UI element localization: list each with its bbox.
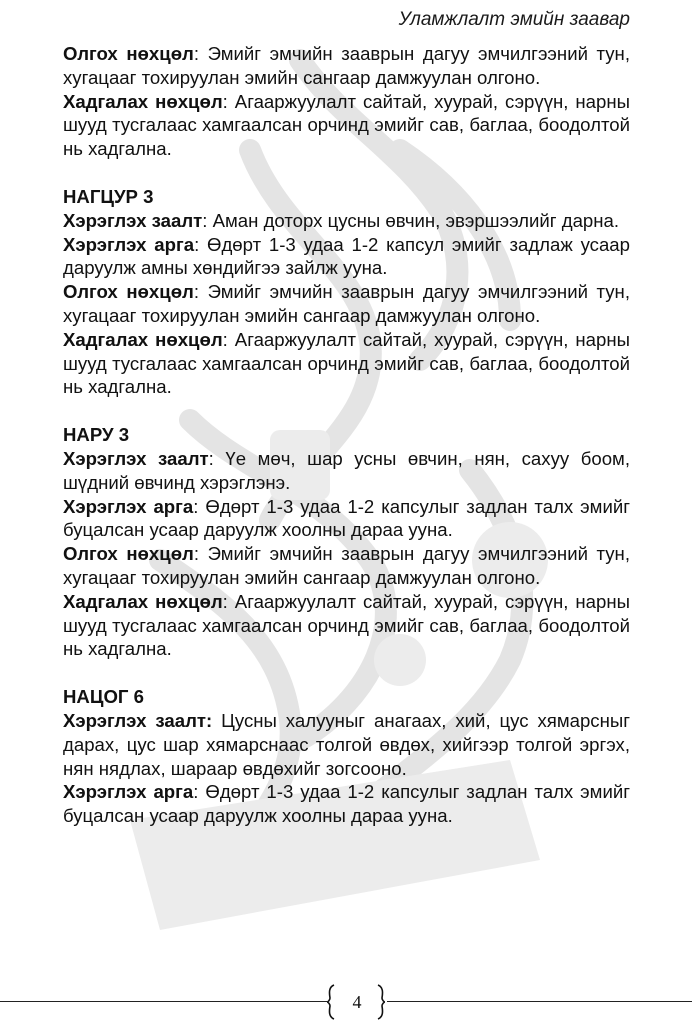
paragraph-label: Хэрэглэх заалт bbox=[63, 447, 209, 469]
page-number: 4 bbox=[352, 992, 362, 1012]
section-title: НАГЦУР 3 bbox=[63, 185, 154, 207]
page-body bbox=[63, 42, 630, 828]
paragraph bbox=[63, 280, 630, 328]
paragraph-label: Хэрэглэх арга bbox=[63, 781, 194, 803]
paragraph-text: : Агааржуулалт сайтай, хуурай, сэрүүн, нарны шууд тусгалаас хамгаалсан орчинд эмийг сав, баглаа, боодолтой нь хадгална. bbox=[63, 590, 630, 660]
paragraph-label: Хэрэглэх арга bbox=[63, 495, 194, 517]
paragraph-text: : Үе мөч, шар усны өвчин, нян, сахуу боом, шүдний өвчинд хэрэглэнэ. bbox=[63, 447, 630, 493]
section-title: НАЦОГ 6 bbox=[63, 686, 144, 708]
paragraph bbox=[63, 709, 630, 780]
paragraph bbox=[63, 542, 630, 590]
page-number-left-bracket bbox=[326, 984, 336, 1020]
paragraph-label: Хэрэглэх заалт: bbox=[63, 709, 213, 731]
paragraph-label: Олгох нөхцөл bbox=[63, 43, 194, 64]
footer-rule-left bbox=[0, 1001, 327, 1002]
paragraph bbox=[63, 209, 630, 233]
paragraph-text: : Өдөрт 1-3 удаа 1-2 капсул эмийг задлаж усаар даруулж амны хөндийгээ зайлж ууна. bbox=[63, 233, 630, 279]
paragraph-label: Хэрэглэх арга bbox=[63, 233, 195, 255]
paragraph bbox=[63, 495, 630, 543]
paragraph-text: : Өдөрт 1-3 удаа 1-2 капсулыг задлан талх эмийг буцалсан усаар даруулж хоолны дараа ууна. bbox=[63, 495, 630, 541]
page-number-right-bracket bbox=[376, 984, 386, 1020]
running-header: Уламжлалт эмийн заавар bbox=[398, 9, 630, 30]
paragraph-label: Хадгалах нөхцөл bbox=[63, 590, 223, 612]
paragraph-label: Хадгалах нөхцөл bbox=[63, 328, 223, 350]
paragraph-text: : Эмийг эмчийн зааврын дагуу эмчилгээний тун, хугацааг тохируулан эмийн сангаар дамжуулан олгоно. bbox=[63, 281, 630, 326]
paragraph bbox=[63, 90, 630, 161]
paragraph bbox=[63, 42, 630, 90]
paragraph-label: Олгох нөхцөл bbox=[63, 281, 194, 303]
section-title: НАРУ 3 bbox=[63, 424, 130, 446]
paragraph-label: Хадгалах нөхцөл bbox=[63, 90, 223, 112]
paragraph bbox=[63, 780, 630, 828]
paragraph-label: Хэрэглэх заалт bbox=[63, 209, 203, 231]
paragraph-text: : Агааржуулалт сайтай, хуурай, сэрүүн, нарны шууд тусгалаас хамгаалсан орчинд эмийг сав, баглаа, боодолтой нь хадгална. bbox=[63, 90, 630, 160]
paragraph bbox=[63, 590, 630, 661]
paragraph-text: : Агааржуулалт сайтай, хуурай, сэрүүн, нарны шууд тусгалаас хамгаалсан орчинд эмийг сав, баглаа, боодолтой нь хадгална. bbox=[63, 328, 630, 398]
paragraph-text: : Өдөрт 1-3 удаа 1-2 капсулыг задлан талх эмийг буцалсан усаар даруулж хоолны дараа ууна. bbox=[63, 781, 630, 827]
paragraph-text: : Эмийг эмчийн зааврын дагуу эмчилгээний тун, хугацааг тохируулан эмийн сангаар дамжуулан олгоно. bbox=[63, 43, 630, 88]
paragraph bbox=[63, 447, 630, 495]
paragraph-text: : Эмийг эмчийн зааврын дагуу эмчилгээний тун, хугацааг тохируулан эмийн сангаар дамжуулан олгоно. bbox=[63, 543, 630, 588]
paragraph-text: Цусны халууныг анагаах, хий, цус хямарсныг дарах, цус шар хямарснаас толгой өвдөх, хийгээр толгой эргэх, нян нядлах, шараар өвдөхийг зогсооно. bbox=[63, 709, 630, 779]
paragraph bbox=[63, 233, 630, 281]
paragraph-text: : Аман доторх цусны өвчин, эвэршээлийг дарна. bbox=[202, 209, 620, 231]
footer-rule-right bbox=[387, 1001, 692, 1002]
paragraph-label: Олгох нөхцөл bbox=[63, 543, 194, 565]
paragraph bbox=[63, 328, 630, 399]
